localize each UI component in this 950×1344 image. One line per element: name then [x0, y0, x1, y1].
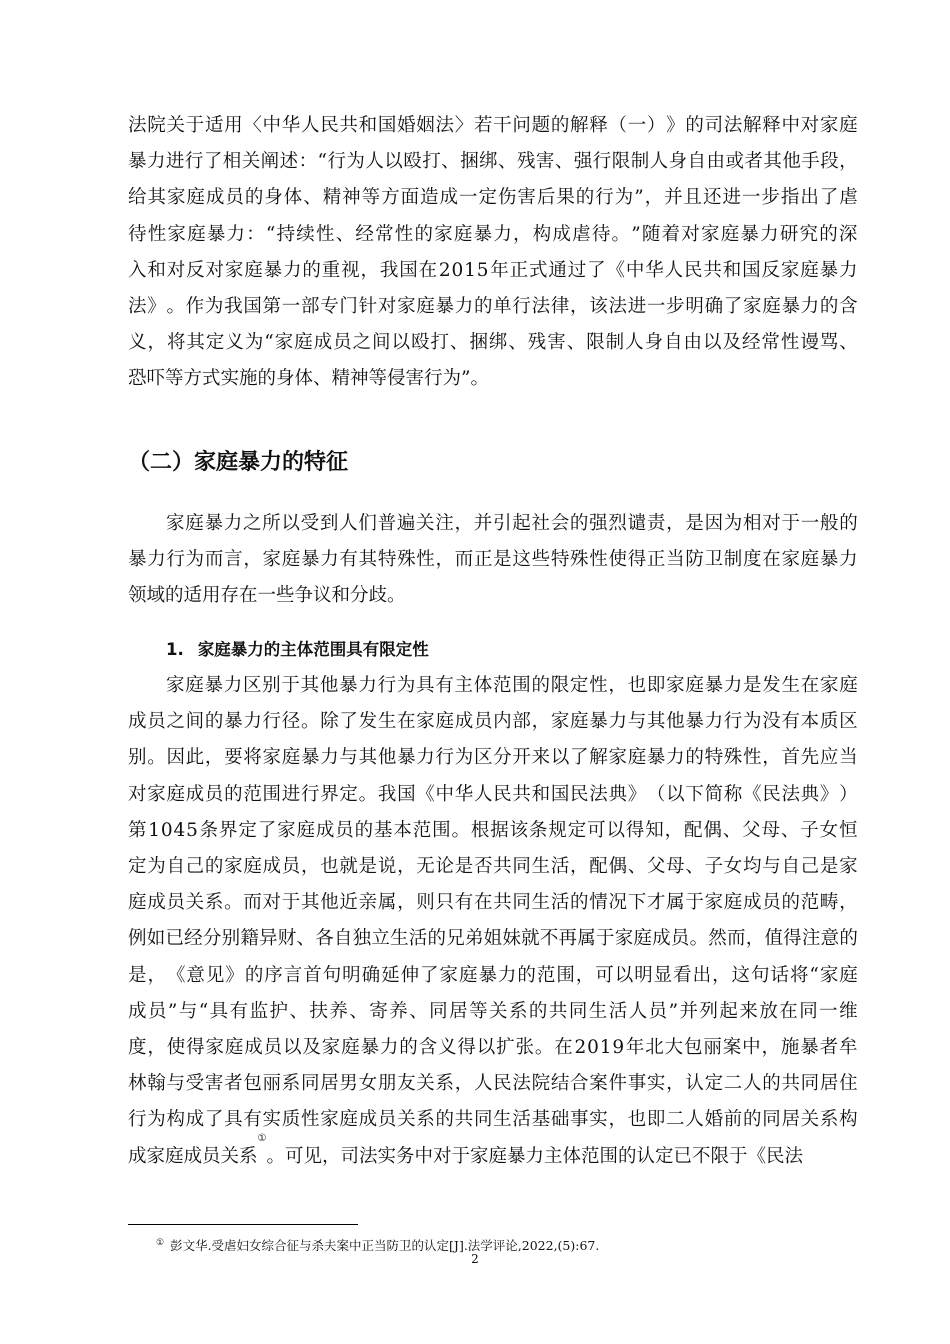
text-line: 定 为 自 己 的 家 庭 成 员 ， 也 就 是 说 ， 无 论 是 否 共 同 生 活 ， 配 偶 、 父 母 、 子 女 均 与 自 己 是 家 — [128, 856, 858, 877]
text-line: 法 》 。 作 为 我 国 第 一 部 专 门 针 对 家 庭 暴 力 的 单 行 法 律 ， 该 法 进 一 步 明 确 了 家 庭 暴 力 的 含 — [128, 295, 858, 317]
text-segment: 成家庭成员关系 — [128, 1145, 258, 1167]
text-line: 行 为 构 成 了 具 有 实 质 性 家 庭 成 员 关 系 的 共 同 生 活 基 础 事 实 ， 也 即 二 人 婚 前 的 同 居 关 系 构 — [128, 1109, 858, 1131]
document-body — [128, 108, 858, 1175]
text-line: 成 员 ” 与 “ 具 有 监 护 、 扶 养 、 寄 养 、 同 居 等 关 系 的 共 同 生 活 人 员 ” 并 列 起 来 放 在 同 一 维 — [128, 1000, 858, 1022]
paragraph-definition — [128, 108, 858, 398]
text-line: 例 如 已 经 分 别 籍 异 财 、 各 自 独 立 生 活 的 兄 弟 姐 妹 就 不 再 属 于 家 庭 成 员 。 然 而 ， 值 得 注 意 的 — [128, 928, 858, 950]
footnote-mark: ① — [156, 1238, 165, 1248]
subheading-text: 家庭暴力的主体范围具有限定性 — [197, 640, 429, 660]
text-line — [128, 1132, 858, 1175]
text-line: 法 院 关 于 适 用 〈 中 华 人 民 共 和 国 婚 姻 法 〉 若 干 问 题 的 解 释 （ 一 ） 》 的 司 法 解 释 中 对 家 庭 — [128, 115, 858, 136]
text-line: 义 ， 将 其 定 义 为 “ 家 庭 成 员 之 间 以 殴 打 、 捆 绑 、 残 害 、 限 制 人 身 自 由 以 及 经 常 性 谩 骂 、 — [128, 332, 858, 354]
text-line: 别 。 因 此 ， 要 将 家 庭 暴 力 与 其 他 暴 力 行 为 区 分 开 来 以 了 解 家 庭 暴 力 的 特 殊 性 ， 首 先 应 当 — [128, 747, 858, 769]
text-segment: 。可见，司法实务中对于家庭暴力主体范围的认定已不限于《民法 — [266, 1145, 803, 1167]
subheading — [166, 632, 858, 668]
footnote-separator — [128, 1224, 358, 1225]
text-line: 领域的适用存在一些争议和分歧。 — [128, 584, 406, 606]
text-line: 暴 力 行 为 而 言 ， 家 庭 暴 力 有 其 特 殊 性 ， 而 正 是 这 些 特 殊 性 使 得 正 当 防 卫 制 度 在 家 庭 暴 力 — [128, 548, 858, 570]
paragraph-subject-scope — [128, 668, 858, 1175]
text-line: 家 庭 暴 力 之 所 以 受 到 人 们 普 遍 关 注 ， 并 引 起 社 会 的 强 烈 谴 责 ， 是 因 为 相 对 于 一 般 的 — [166, 512, 858, 534]
paragraph-characteristics-intro — [128, 506, 858, 615]
text-line: 家 庭 暴 力 区 别 于 其 他 暴 力 行 为 具 有 主 体 范 围 的 限 定 性 ， 也 即 家 庭 暴 力 是 发 生 在 家 庭 — [166, 675, 858, 697]
page-number: 2 — [471, 1252, 479, 1266]
text-line: 成 员 之 间 的 暴 力 行 径 。 除 了 发 生 在 家 庭 成 员 内 部 ， 家 庭 暴 力 与 其 他 暴 力 行 为 没 有 本 质 区 — [128, 711, 858, 733]
text-line: 入 和 对 反 对 家 庭 暴 力 的 重 视 ， 我 国 在 2 0 1 5 年 正 式 通 过 了 《 中 华 人 民 共 和 国 反 家 庭 暴 力 — [128, 259, 858, 281]
subheading-number: 1. — [166, 640, 184, 660]
text-line: 第 1 0 4 5 条 界 定 了 家 庭 成 员 的 基 本 范 围 。 根 据 该 条 规 定 可 以 得 知 ， 配 偶 、 父 母 、 子 女 恒 — [128, 819, 858, 841]
text-line: 林 翰 与 受 害 者 包 丽 系 同 居 男 女 朋 友 关 系 ， 人 民 法 院 结 合 案 件 事 实 ， 认 定 二 人 的 共 同 居 住 — [128, 1073, 858, 1095]
text-line: 恐吓等方式实施的身体、精神等侵害行为”。 — [128, 368, 489, 390]
footnote-text: 彭文华.受虐妇女综合征与杀夫案中正当防卫的认定[J].法学评论,2022,(5):67. — [170, 1238, 600, 1254]
text-line: 对 家 庭 成 员 的 范 围 进 行 界 定 。 我 国 《 中 华 人 民 共 和 国 民 法 典 》 （ 以 下 简 称 《 民 法 典 》 ） — [128, 783, 858, 805]
text-line: 度 ， 使 得 家 庭 成 员 以 及 家 庭 暴 力 的 含 义 得 以 扩 张 。 在 2 0 1 9 年 北 大 包 丽 案 中 ， 施 暴 者 牟 — [128, 1036, 858, 1058]
text-line: 庭 成 员 关 系 。 而 对 于 其 他 近 亲 属 ， 则 只 有 在 共 同 生 活 的 情 况 下 才 属 于 家 庭 成 员 的 范 畴 ， — [128, 892, 858, 914]
text-line: 暴 力 进 行 了 相 关 阐 述 ： “ 行 为 人 以 殴 打 、 捆 绑 、 残 害 、 强 行 限 制 人 身 自 由 或 者 其 他 手 段 ， — [128, 151, 858, 173]
text-line: 给 其 家 庭 成 员 的 身 体 、 精 神 等 方 面 造 成 一 定 伤 害 后 果 的 行 为 ” ， 并 且 还 进 一 步 指 出 了 虐 — [128, 187, 858, 209]
text-line: 是 ， 《 意 见 》 的 序 言 首 句 明 确 延 伸 了 家 庭 暴 力 的 范 围 ， 可 以 明 显 看 出 ， 这 句 话 将 “ 家 庭 — [128, 964, 858, 986]
section-heading: （二）家庭暴力的特征 — [128, 449, 349, 475]
text-line: 待 性 家 庭 暴 力 ： “ 持 续 性 、 经 常 性 的 家 庭 暴 力 ， 构 成 虐 待 。 ” 随 着 对 家 庭 暴 力 研 究 的 深 — [128, 223, 858, 245]
footnote-reference[interactable]: ① — [257, 1132, 267, 1144]
